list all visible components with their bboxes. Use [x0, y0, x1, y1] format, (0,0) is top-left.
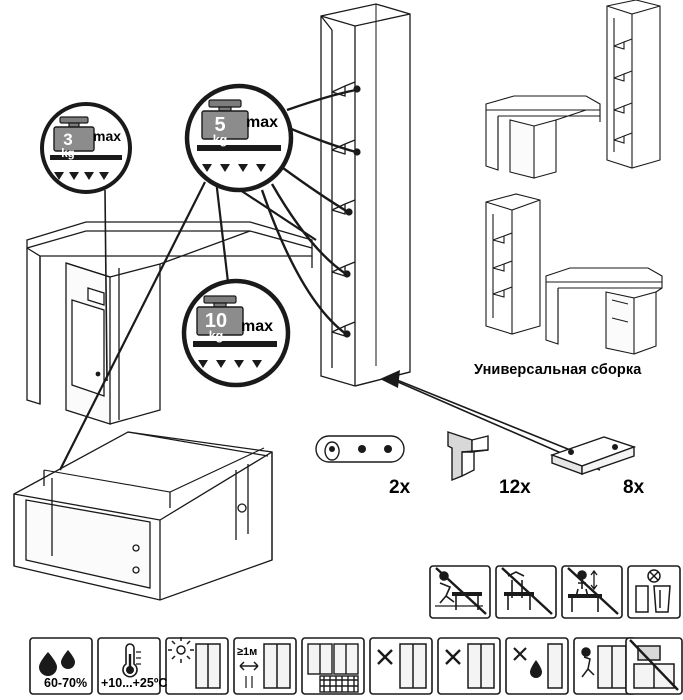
part-handle-plate-icon [316, 436, 404, 462]
load-badge-5kg [187, 86, 291, 190]
badge-3kg-weight: 3 [63, 130, 73, 149]
part-bracket-qty: 12x [499, 477, 531, 498]
part-shelf-support-qty: 8x [623, 477, 645, 498]
badge-5kg-max-label: max [246, 114, 279, 131]
badge-10kg-unit: kg [208, 329, 224, 343]
variant-desk-bottom-right [546, 268, 662, 354]
badge-10kg-max-label: max [241, 318, 274, 335]
tall-bookcase-drawing [321, 4, 410, 386]
badge-5kg-weight: 5 [214, 114, 226, 136]
distance-value: ≥1м [237, 646, 258, 658]
badge-3kg-max-label: max [93, 128, 122, 144]
badge-5kg-unit: kg [212, 133, 228, 147]
load-badge-3kg [42, 104, 130, 192]
variant-desk-top-right [486, 96, 600, 178]
temperature-value: +10...+25ºC [101, 676, 168, 690]
part-shelf-support-icon [552, 437, 634, 474]
part-bracket-icon [448, 432, 488, 480]
variant-shelf-mid-right [486, 194, 540, 334]
part-handle-plate-qty: 2x [389, 477, 411, 498]
variant-narrow-shelf-top-right [607, 0, 660, 168]
badge-10kg-weight: 10 [204, 310, 228, 332]
badge-3kg-unit: kg [61, 148, 75, 160]
humidity-value: 60-70% [44, 676, 88, 690]
pictogram-row-warnings [430, 566, 680, 618]
assembly-caption: Универсальная сборка [474, 362, 642, 378]
drawer-drawing [14, 432, 272, 600]
